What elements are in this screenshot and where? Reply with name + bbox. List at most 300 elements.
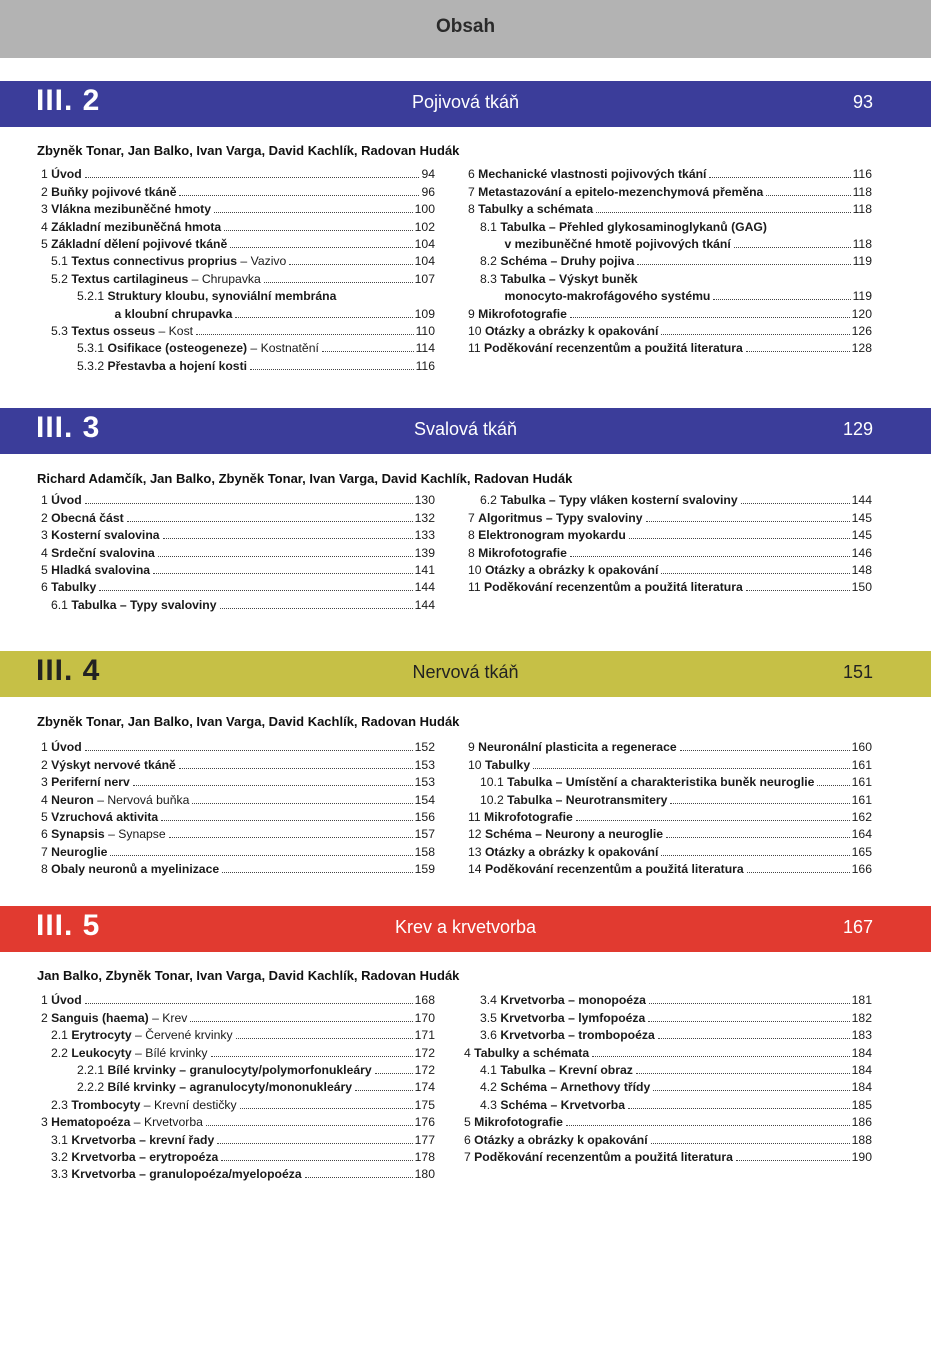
toc-entry[interactable] xyxy=(37,1094,435,1111)
toc-leader-dots xyxy=(85,503,413,504)
toc-entry-page: 188 xyxy=(851,1132,872,1147)
toc-entry-label: 3 Periferní nerv xyxy=(41,775,130,790)
toc-entry-label: 8 Mikrofotografie xyxy=(468,545,567,560)
toc-leader-dots xyxy=(636,1073,850,1074)
toc-entry-page: 139 xyxy=(414,545,435,560)
toc-entry[interactable] xyxy=(460,1094,872,1111)
section-page: 167 xyxy=(842,917,873,937)
toc-entry-label: 6 Mechanické vlastnosti pojivových tkání xyxy=(468,167,707,182)
toc-entry-label: 5 Hladká svalovina xyxy=(41,562,151,577)
toc-leader-dots xyxy=(179,768,413,769)
toc-leader-dots xyxy=(570,317,850,318)
toc-entry[interactable] xyxy=(460,507,872,524)
toc-leader-dots xyxy=(85,750,413,751)
toc-leader-dots xyxy=(85,177,420,178)
toc-leader-dots xyxy=(305,1177,413,1178)
toc-leader-dots xyxy=(653,1090,849,1091)
toc-entry-page: 133 xyxy=(414,528,435,543)
toc-entry-label: 4 Srdeční svalovina xyxy=(41,545,155,560)
toc-entry-label: 4 Tabulky a schémata xyxy=(464,1045,590,1060)
toc-leader-dots xyxy=(133,785,413,786)
toc-entry-page: 114 xyxy=(415,341,435,356)
toc-entry-page: 177 xyxy=(414,1132,435,1147)
toc-entry-label: v mezibuněčné hmotě pojivových tkání xyxy=(504,236,731,251)
toc-entry-page: 132 xyxy=(414,510,435,525)
toc-entry-label: 3 Hematopoéza – Krvetvorba xyxy=(41,1115,203,1130)
toc-entry[interactable] xyxy=(460,234,872,251)
toc-leader-dots xyxy=(289,264,412,265)
toc-leader-dots xyxy=(576,820,850,821)
toc-leader-dots xyxy=(736,1160,850,1161)
toc-entry-label: 8.3 Tabulka – Výskyt buněk xyxy=(480,271,638,286)
toc-entry[interactable] xyxy=(37,251,435,268)
section-header-band xyxy=(0,651,931,697)
toc-entry[interactable] xyxy=(460,321,872,338)
toc-leader-dots xyxy=(355,1090,413,1091)
toc-entry-page: 144 xyxy=(414,580,435,595)
toc-entry-label: 5.3.1 Osifikace (osteogeneze) – Kostnatění xyxy=(77,341,319,356)
toc-leader-dots xyxy=(214,212,413,213)
toc-entry-page: 102 xyxy=(414,219,435,234)
toc-entry-page: 126 xyxy=(851,323,872,338)
toc-leader-dots xyxy=(196,334,414,335)
toc-entry[interactable] xyxy=(460,1042,872,1059)
toc-entry[interactable] xyxy=(37,772,435,789)
toc-entry-page: 118 xyxy=(852,236,872,251)
toc-leader-dots xyxy=(661,573,849,574)
toc-entry-page: 96 xyxy=(421,184,435,199)
toc-leader-dots xyxy=(127,521,413,522)
toc-entry-page: 165 xyxy=(851,844,872,859)
toc-leader-dots xyxy=(596,212,850,213)
toc-entry[interactable] xyxy=(37,1007,435,1024)
toc-entry[interactable] xyxy=(460,824,872,841)
toc-entry[interactable] xyxy=(460,754,872,771)
toc-entry-label: 6 Tabulky xyxy=(41,580,97,595)
toc-entry[interactable] xyxy=(37,754,435,771)
toc-entry-page: 161 xyxy=(851,792,872,807)
toc-entry[interactable] xyxy=(37,841,435,858)
toc-entry-label: 6.1 Tabulka – Typy svaloviny xyxy=(51,597,217,612)
toc-entry-label: 2.2.1 Bílé krvinky – granulocyty/polymorfonukleáry xyxy=(77,1062,372,1077)
toc-leader-dots xyxy=(713,299,850,300)
toc-entry-label: 8 Obaly neuronů a myelinizace xyxy=(41,862,220,877)
toc-entry-page: 181 xyxy=(851,993,872,1008)
toc-entry[interactable] xyxy=(37,199,435,216)
toc-entry[interactable] xyxy=(37,216,435,233)
toc-entry-label: 2 Výskyt nervové tkáně xyxy=(41,757,176,772)
toc-column-left xyxy=(37,990,435,1181)
toc-entry-label: 3.1 Krvetvorba – krevní řady xyxy=(51,1132,215,1147)
toc-leader-dots xyxy=(153,573,413,574)
toc-entry-label: 2.2.2 Bílé krvinky – agranulocyty/mononukleáry xyxy=(77,1080,353,1095)
toc-entry-page: 153 xyxy=(414,757,435,772)
toc-entry-page: 116 xyxy=(415,358,435,373)
toc-leader-dots xyxy=(235,317,412,318)
toc-entry[interactable] xyxy=(37,577,435,594)
toc-entry-page: 166 xyxy=(851,862,872,877)
toc-entry-label: 6 Otázky a obrázky k opakování xyxy=(464,1132,648,1147)
toc-entry[interactable] xyxy=(460,1129,872,1146)
toc-column-right xyxy=(460,737,872,876)
toc-entry-label: 5.3 Textus osseus – Kost xyxy=(51,323,194,338)
section-title: Pojivová tkáň xyxy=(411,92,520,112)
toc-leader-dots xyxy=(746,351,850,352)
toc-entry[interactable] xyxy=(37,1025,435,1042)
toc-entry-page: 161 xyxy=(851,775,872,790)
toc-entry-label: 14 Poděkování recenzentům a použitá literatura xyxy=(468,862,744,877)
toc-entry[interactable] xyxy=(37,1112,435,1129)
toc-entry[interactable] xyxy=(37,355,435,372)
toc-column-left xyxy=(37,490,435,612)
toc-leader-dots xyxy=(629,538,850,539)
toc-entry-page: 145 xyxy=(851,528,872,543)
toc-entry-page: 94 xyxy=(421,167,435,182)
toc-entry-page: 184 xyxy=(851,1062,872,1077)
toc-leader-dots xyxy=(592,1056,850,1057)
toc-entry[interactable] xyxy=(37,321,435,338)
toc-leader-dots xyxy=(649,1003,850,1004)
toc-entry[interactable] xyxy=(37,542,435,559)
toc-leader-dots xyxy=(179,195,419,196)
toc-entry[interactable] xyxy=(460,490,872,507)
toc-entry-label: 5.3.2 Přestavba a hojení kosti xyxy=(77,358,248,373)
toc-entry-label: 6 Synapsis – Synapse xyxy=(41,827,166,842)
page-title: Obsah xyxy=(435,16,496,37)
section-header-band xyxy=(0,408,931,454)
toc-entry-label: 5 Vzruchová aktivita xyxy=(41,809,159,824)
toc-entry[interactable] xyxy=(37,737,435,754)
toc-entry-label: 2 Sanguis (haema) – Krev xyxy=(41,1010,188,1025)
toc-entry[interactable] xyxy=(37,286,435,303)
section-title: Krev a krvetvorba xyxy=(394,917,537,937)
toc-entry-label: 10.2 Tabulka – Neurotransmitery xyxy=(480,792,668,807)
toc-leader-dots xyxy=(206,1125,413,1126)
toc-entry-page: 184 xyxy=(851,1080,872,1095)
toc-leader-dots xyxy=(236,1038,413,1039)
toc-entry-page: 119 xyxy=(852,289,872,304)
toc-leader-dots xyxy=(240,1108,413,1109)
toc-entry-page: 185 xyxy=(851,1097,872,1112)
toc-leader-dots xyxy=(746,590,850,591)
toc-entry-label: 2.1 Erytrocyty – Červené krvinky xyxy=(51,1028,233,1043)
toc-entry[interactable] xyxy=(37,560,435,577)
toc-entry-label: 8.1 Tabulka – Přehled glykosaminoglykanů (GAG) xyxy=(480,219,767,234)
toc-leader-dots xyxy=(322,351,414,352)
section-page: 151 xyxy=(842,662,873,682)
toc-entry-page: 162 xyxy=(851,809,872,824)
toc-entry[interactable] xyxy=(37,1147,435,1164)
section-authors: Richard Adamčík, Jan Balko, Zbyněk Tonar, Ivan Varga, David Kachlík, Radovan Hudák xyxy=(37,471,573,486)
toc-entry[interactable] xyxy=(460,737,872,754)
section-number: III. 4 xyxy=(36,654,101,687)
section-page: 129 xyxy=(842,419,873,439)
section-header-band xyxy=(0,81,931,127)
toc-leader-dots xyxy=(169,837,413,838)
toc-entry[interactable] xyxy=(460,542,872,559)
toc-entry[interactable] xyxy=(37,507,435,524)
toc-entry-label: 10 Tabulky xyxy=(468,757,531,772)
toc-leader-dots xyxy=(221,1160,412,1161)
toc-entry[interactable] xyxy=(460,303,872,320)
toc-entry-page: 164 xyxy=(851,827,872,842)
toc-entry-page: 152 xyxy=(414,740,435,755)
toc-entry-label: 4.1 Tabulka – Krevní obraz xyxy=(480,1062,633,1077)
toc-leader-dots xyxy=(628,1108,850,1109)
toc-entry-page: 172 xyxy=(414,1062,435,1077)
toc-entry[interactable] xyxy=(37,1164,435,1181)
toc-leader-dots xyxy=(163,538,413,539)
toc-entry[interactable] xyxy=(37,824,435,841)
toc-entry-label: 5 Základní dělení pojivové tkáně xyxy=(41,236,228,251)
toc-entry-label: 1 Úvod xyxy=(41,740,82,755)
toc-entry-page: 176 xyxy=(414,1115,435,1130)
toc-leader-dots xyxy=(230,247,412,248)
toc-entry-label: 5.1 Textus connectivus proprius – Vazivo xyxy=(51,254,287,269)
toc-column-left xyxy=(37,737,435,876)
toc-leader-dots xyxy=(666,837,850,838)
toc-entry-label: 1 Úvod xyxy=(41,167,82,182)
toc-entry-page: 118 xyxy=(852,184,872,199)
toc-entry[interactable] xyxy=(460,338,872,355)
toc-entry[interactable] xyxy=(460,251,872,268)
toc-entry-page: 128 xyxy=(851,341,872,356)
toc-entry-page: 145 xyxy=(851,510,872,525)
toc-leader-dots xyxy=(658,1038,850,1039)
toc-entry[interactable] xyxy=(460,990,872,1007)
toc-entry-page: 120 xyxy=(851,306,872,321)
toc-entry-label: 4.2 Schéma – Arnethovy třídy xyxy=(480,1080,651,1095)
toc-entry-label: 6.2 Tabulka – Typy vláken kosterní svaloviny xyxy=(480,493,738,508)
toc-entry-page: 109 xyxy=(414,306,435,321)
toc-entry[interactable] xyxy=(37,1060,435,1077)
toc-entry[interactable] xyxy=(460,164,872,181)
toc-leader-dots xyxy=(734,247,851,248)
toc-entry-label: 10.1 Tabulka – Umístění a charakteristika buněk neuroglie xyxy=(480,775,815,790)
toc-entry[interactable] xyxy=(37,268,435,285)
toc-leader-dots xyxy=(817,785,849,786)
toc-leader-dots xyxy=(192,803,412,804)
toc-entry-label: 1 Úvod xyxy=(41,493,82,508)
toc-entry-label: 3.5 Krvetvorba – lymfopoéza xyxy=(480,1010,646,1025)
toc-entry-label: 3 Vlákna mezibuněčné hmoty xyxy=(41,202,212,217)
toc-entry-label: 4 Základní mezibuněčná hmota xyxy=(41,219,222,234)
toc-entry[interactable] xyxy=(37,807,435,824)
toc-entry-page: 141 xyxy=(414,562,435,577)
toc-entry-page: 118 xyxy=(852,202,872,217)
toc-entry[interactable] xyxy=(460,1007,872,1024)
toc-entry-page: 119 xyxy=(852,254,872,269)
toc-leader-dots xyxy=(224,230,413,231)
toc-entry-label: 8 Elektronogram myokardu xyxy=(468,528,626,543)
toc-leader-dots xyxy=(646,521,850,522)
toc-leader-dots xyxy=(570,556,850,557)
toc-entry[interactable] xyxy=(37,164,435,181)
toc-entry-page: 172 xyxy=(414,1045,435,1060)
toc-entry[interactable] xyxy=(37,990,435,1007)
toc-entry[interactable] xyxy=(460,1112,872,1129)
toc-entry-page: 174 xyxy=(414,1080,435,1095)
toc-entry[interactable] xyxy=(460,199,872,216)
toc-entry-page: 182 xyxy=(851,1010,872,1025)
toc-entry[interactable] xyxy=(460,560,872,577)
toc-leader-dots xyxy=(747,872,850,873)
toc-column-left xyxy=(37,164,435,373)
toc-entry-label: 2 Obecná část xyxy=(41,510,124,525)
toc-entry-label: 2.3 Trombocyty – Krevní destičky xyxy=(51,1097,237,1112)
toc-entry-page: 130 xyxy=(414,493,435,508)
section-number: III. 5 xyxy=(36,909,101,942)
toc-entry-label: 7 Poděkování recenzentům a použitá literatura xyxy=(464,1149,733,1164)
toc-column-right xyxy=(460,490,872,594)
toc-entry[interactable] xyxy=(37,234,435,251)
toc-entry-page: 159 xyxy=(414,862,435,877)
toc-entry-label: 9 Neuronální plasticita a regenerace xyxy=(468,740,677,755)
toc-entry[interactable] xyxy=(460,181,872,198)
toc-entry-page: 157 xyxy=(414,827,435,842)
toc-entry-page: 146 xyxy=(851,545,872,560)
toc-entry-label: 1 Úvod xyxy=(41,993,82,1008)
toc-entry-label: 7 Metastazování a epitelo-mezenchymová přeměna xyxy=(468,184,764,199)
toc-entry[interactable] xyxy=(37,594,435,611)
toc-entry-label: a kloubní chrupavka xyxy=(114,306,233,321)
toc-entry[interactable] xyxy=(37,490,435,507)
toc-entry[interactable] xyxy=(37,859,435,876)
toc-entry-label: 5.2.1 Struktury kloubu, synoviální membrána xyxy=(77,289,337,304)
toc-entry-label: 3 Kosterní svalovina xyxy=(41,528,160,543)
toc-leader-dots xyxy=(110,855,412,856)
section-title: Nervová tkáň xyxy=(412,662,519,682)
toc-entry-page: 150 xyxy=(851,580,872,595)
toc-leader-dots xyxy=(661,855,849,856)
toc-column-right xyxy=(460,990,872,1164)
toc-entry-page: 107 xyxy=(414,271,435,286)
toc-entry-page: 168 xyxy=(414,993,435,1008)
section-authors: Zbyněk Tonar, Jan Balko, Ivan Varga, David Kachlík, Radovan Hudák xyxy=(37,143,460,158)
toc-entry-page: 184 xyxy=(851,1045,872,1060)
toc-entry[interactable] xyxy=(37,1042,435,1059)
section-header-band xyxy=(0,906,931,952)
toc-leader-dots xyxy=(566,1125,850,1126)
toc-entry[interactable] xyxy=(460,577,872,594)
toc-entry-page: 186 xyxy=(851,1115,872,1130)
toc-entry-page: 170 xyxy=(414,1010,435,1025)
toc-entry-label: 2.2 Leukocyty – Bílé krvinky xyxy=(51,1045,208,1060)
toc-entry[interactable] xyxy=(37,303,435,320)
toc-entry-label: 10 Otázky a obrázky k opakování xyxy=(468,323,659,338)
toc-entry[interactable] xyxy=(460,789,872,806)
toc-entry-page: 190 xyxy=(851,1149,872,1164)
toc-leader-dots xyxy=(680,750,850,751)
toc-leader-dots xyxy=(85,1003,413,1004)
toc-entry-page: 144 xyxy=(851,493,872,508)
toc-entry[interactable] xyxy=(460,841,872,858)
toc-entry-page: 178 xyxy=(414,1149,435,1164)
toc-entry[interactable] xyxy=(37,1129,435,1146)
toc-entry[interactable] xyxy=(460,525,872,542)
toc-entry-page: 156 xyxy=(414,809,435,824)
toc-entry-label: 7 Algoritmus – Typy svaloviny xyxy=(468,510,643,525)
toc-leader-dots xyxy=(158,556,413,557)
toc-entry-page: 153 xyxy=(414,775,435,790)
toc-entry-page: 158 xyxy=(414,844,435,859)
toc-entry[interactable] xyxy=(460,807,872,824)
toc-entry-label: 11 Poděkování recenzentům a použitá literatura xyxy=(468,580,743,595)
toc-leader-dots xyxy=(161,820,412,821)
toc-entry[interactable] xyxy=(460,216,872,233)
toc-entry[interactable] xyxy=(460,1060,872,1077)
toc-entry-page: 148 xyxy=(851,562,872,577)
toc-leader-dots xyxy=(217,1143,412,1144)
toc-entry-label: 10 Otázky a obrázky k opakování xyxy=(468,562,659,577)
toc-entry-page: 104 xyxy=(414,254,435,269)
toc-entry-label: 2 Buňky pojivové tkáně xyxy=(41,184,177,199)
toc-entry[interactable] xyxy=(460,268,872,285)
toc-entry[interactable] xyxy=(37,1077,435,1094)
toc-entry[interactable] xyxy=(460,1077,872,1094)
toc-leader-dots xyxy=(670,803,849,804)
toc-leader-dots xyxy=(648,1021,849,1022)
toc-entry-page: 116 xyxy=(852,167,872,182)
section-authors: Jan Balko, Zbyněk Tonar, Ivan Varga, David Kachlík, Radovan Hudák xyxy=(37,968,460,983)
toc-entry-label: 11 Poděkování recenzentům a použitá literatura xyxy=(468,341,743,356)
toc-entry[interactable] xyxy=(37,181,435,198)
toc-entry-page: 110 xyxy=(415,323,435,338)
toc-entry-label: 11 Mikrofotografie xyxy=(468,809,573,824)
toc-leader-dots xyxy=(637,264,850,265)
toc-entry[interactable] xyxy=(37,525,435,542)
section-authors: Zbyněk Tonar, Jan Balko, Ivan Varga, David Kachlík, Radovan Hudák xyxy=(37,714,460,729)
page-header xyxy=(0,0,931,58)
toc-leader-dots xyxy=(99,590,412,591)
section-title: Svalová tkáň xyxy=(413,419,518,439)
toc-leader-dots xyxy=(375,1073,413,1074)
toc-column-right xyxy=(460,164,872,355)
toc-entry[interactable] xyxy=(37,338,435,355)
toc-entry[interactable] xyxy=(460,772,872,789)
toc-leader-dots xyxy=(264,282,413,283)
toc-entry-label: 3.2 Krvetvorba – erytropoéza xyxy=(51,1149,219,1164)
toc-entry-page: 144 xyxy=(414,597,435,612)
toc-entry-label: 8 Tabulky a schémata xyxy=(468,202,594,217)
toc-entry-page: 104 xyxy=(414,236,435,251)
toc-leader-dots xyxy=(709,177,850,178)
toc-entry[interactable] xyxy=(460,286,872,303)
toc-leader-dots xyxy=(533,768,850,769)
toc-leader-dots xyxy=(220,608,413,609)
toc-leader-dots xyxy=(741,503,850,504)
toc-entry[interactable] xyxy=(460,1025,872,1042)
section-number: III. 2 xyxy=(36,84,101,117)
toc-leader-dots xyxy=(211,1056,413,1057)
toc-entry-label: monocyto-makrofágového systému xyxy=(504,289,711,304)
toc-entry-page: 183 xyxy=(851,1028,872,1043)
toc-entry-page: 154 xyxy=(414,792,435,807)
section-page: 93 xyxy=(852,92,873,112)
toc-entry-label: 3.6 Krvetvorba – trombopoéza xyxy=(480,1028,655,1043)
toc-leader-dots xyxy=(190,1021,412,1022)
toc-entry-label: 8.2 Schéma – Druhy pojiva xyxy=(480,254,635,269)
toc-entry[interactable] xyxy=(37,789,435,806)
toc-entry-label: 5 Mikrofotografie xyxy=(464,1115,563,1130)
toc-entry-label: 12 Schéma – Neurony a neuroglie xyxy=(468,827,664,842)
toc-leader-dots xyxy=(651,1143,850,1144)
toc-entry[interactable] xyxy=(460,859,872,876)
toc-entry[interactable] xyxy=(460,1147,872,1164)
toc-entry-label: 13 Otázky a obrázky k opakování xyxy=(468,844,659,859)
toc-entry-page: 175 xyxy=(414,1097,435,1112)
toc-entry-page: 161 xyxy=(851,757,872,772)
